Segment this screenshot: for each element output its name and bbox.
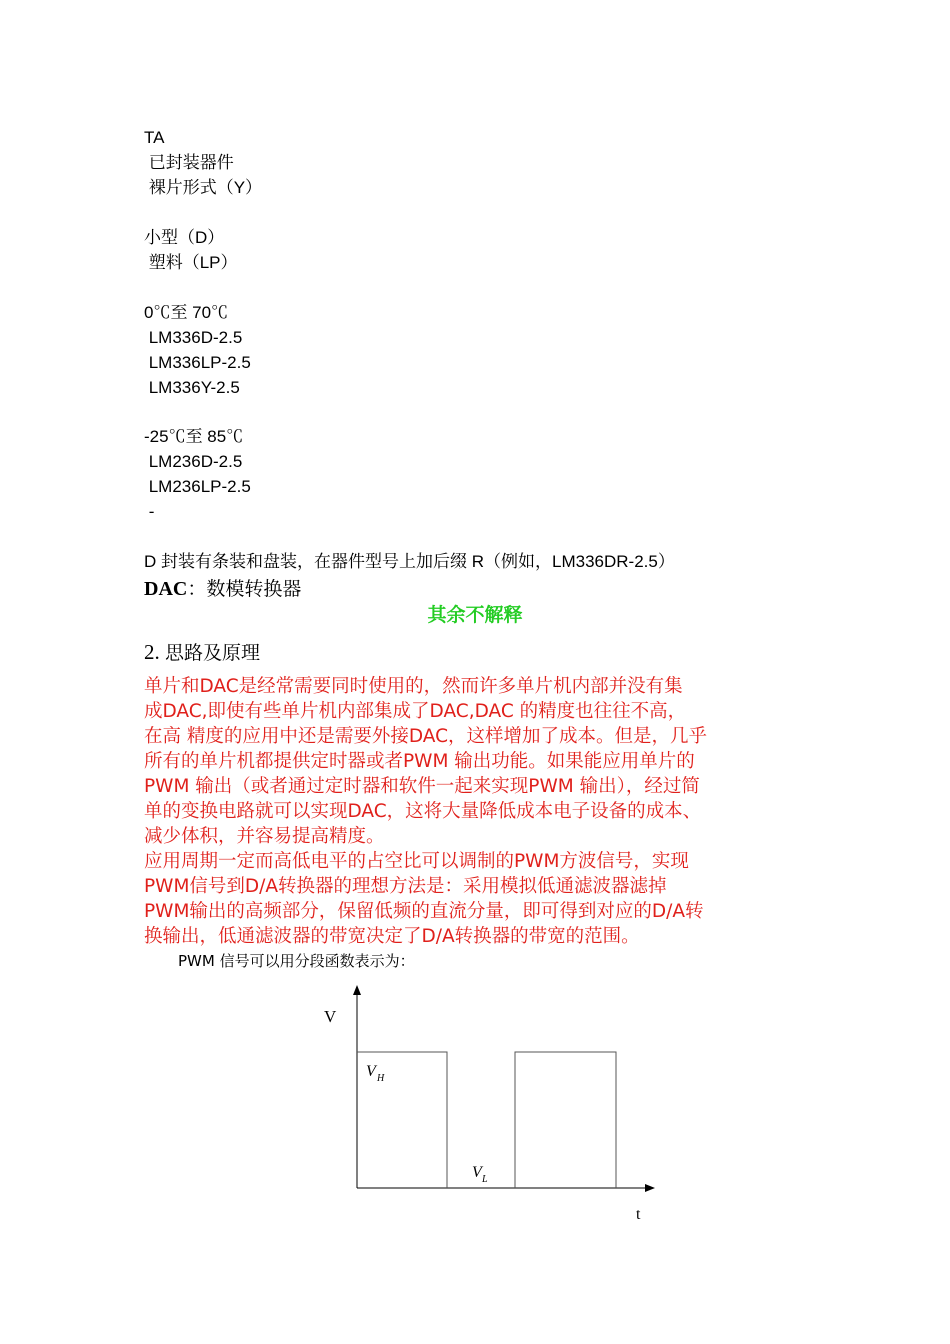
red-line-text: 换输出，低通滤波器的带宽决定了D/A转换器的带宽的范围。 xyxy=(144,926,640,947)
dac-meaning: ：数模转换器 xyxy=(187,578,302,600)
red-line-text: PWM输出的高频部分，保留低频的直流分量，即可得到对应的D/A转 xyxy=(144,901,704,922)
temp-range-1: 0℃至 70℃ xyxy=(144,303,229,322)
part-lm336y: LM336Y-2.5 xyxy=(144,378,240,397)
packaged-label: 已封装器件 xyxy=(144,153,234,172)
vl-label: V xyxy=(472,1164,482,1181)
small-package-label: 小型（D） xyxy=(144,228,225,247)
red-line-text: 所有的单片机都提供定时器或者PWM 输出功能。如果能应用单片的 xyxy=(144,751,695,772)
temp-range-2: -25℃至 85℃ xyxy=(144,427,244,446)
pwm-intro-text: PWM 信号可以用分段函数表示为： xyxy=(178,952,415,970)
red-line-text: 单片和DAC是经常需要同时使用的，然而许多单片机内部并没有集 xyxy=(144,676,683,697)
red-line-text: PWM信号到D/A转换器的理想方法是：采用模拟低通滤波器滤掉 xyxy=(144,876,667,897)
section-title: 思路及原理 xyxy=(165,642,261,664)
part-lm236y: - xyxy=(144,502,155,521)
section-number: 2. xyxy=(144,640,165,664)
dac-abbr: DAC xyxy=(144,578,188,600)
ta-label: TA xyxy=(144,128,165,147)
package-note: D 封装有条装和盘装，在器件型号上加后缀 R（例如，LM336DR-2.5） xyxy=(144,552,675,571)
vh-subscript: H xyxy=(377,1073,385,1084)
vl-subscript: L xyxy=(482,1174,488,1185)
vh-label: V xyxy=(366,1063,376,1080)
part-lm236d: LM236D-2.5 xyxy=(144,452,243,471)
green-note: 其余不解释 xyxy=(427,604,523,626)
red-line-text: 减少体积，并容易提高精度。 xyxy=(144,826,385,847)
red-line-text: 单的变换电路就可以实现DAC，这将大量降低成本电子设备的成本、 xyxy=(144,801,702,822)
part-lm336lp: LM336LP-2.5 xyxy=(144,353,251,372)
pulse-2 xyxy=(515,1052,616,1188)
part-lm336d: LM336D-2.5 xyxy=(144,328,243,347)
x-axis-label: t xyxy=(636,1206,641,1223)
bare-die-label: 裸片形式（Y） xyxy=(144,178,263,197)
red-line-text: PWM 输出（或者通过定时器和软件一起来实现PWM 输出），经过简 xyxy=(144,776,700,797)
red-line-text: 应用周期一定而高低电平的占空比可以调制的PWM方波信号，实现 xyxy=(144,851,689,872)
y-axis-label: V xyxy=(324,1007,337,1026)
part-lm236lp: LM236LP-2.5 xyxy=(144,477,251,496)
red-line-text: 成DAC,即使有些单片机内部集成了DAC,DAC 的精度也往往不高， xyxy=(144,701,687,722)
red-line-text: 在高 精度的应用中还是需要外接DAC，这样增加了成本。但是，几乎 xyxy=(144,726,708,747)
plastic-package-label: 塑料（LP） xyxy=(144,253,238,272)
